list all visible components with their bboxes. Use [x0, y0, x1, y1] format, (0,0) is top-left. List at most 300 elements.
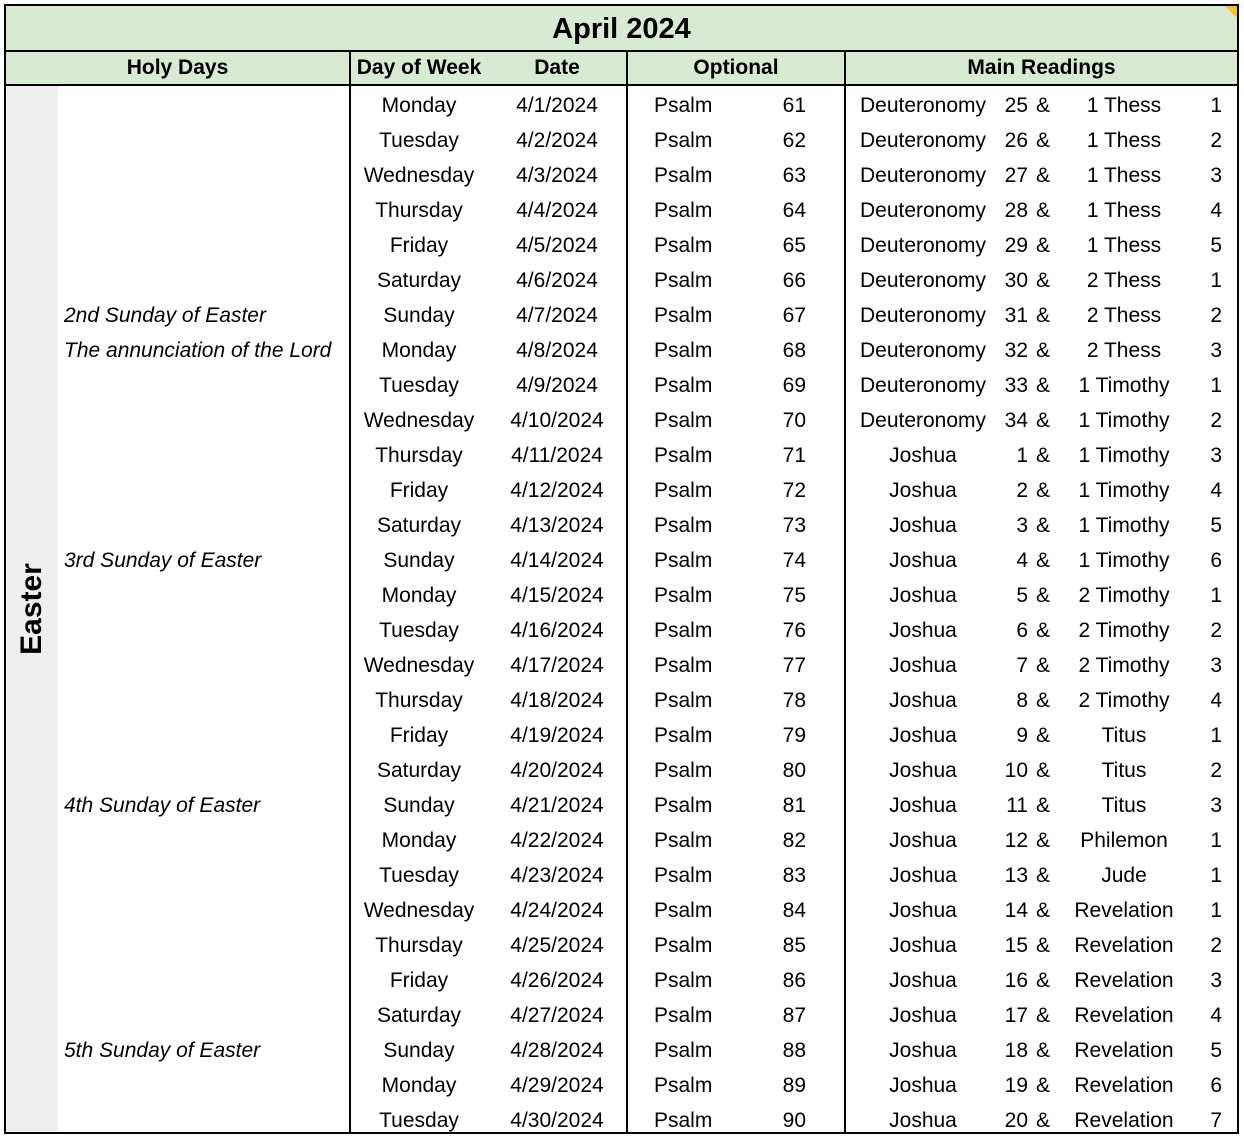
ampersand-cell[interactable]: &: [1036, 409, 1051, 432]
ampersand-cell[interactable]: &: [1036, 759, 1051, 782]
reading-chapter-cell[interactable]: 31: [1004, 304, 1028, 327]
date-cell[interactable]: 4/18/2024: [510, 689, 604, 712]
reading-book-cell[interactable]: Deuteronomy: [859, 129, 987, 152]
date-cell[interactable]: 4/10/2024: [510, 409, 604, 432]
second-reading-book-cell[interactable]: 1 Timothy: [1078, 549, 1170, 572]
optional-chapter-cell[interactable]: 77: [782, 654, 806, 677]
second-reading-chapter-cell[interactable]: 2: [1210, 619, 1222, 642]
date-cell[interactable]: 4/28/2024: [510, 1039, 604, 1062]
ampersand-cell[interactable]: &: [1036, 269, 1051, 292]
day-of-week-cell[interactable]: Sunday: [383, 549, 455, 572]
date-cell[interactable]: 4/13/2024: [510, 514, 604, 537]
reading-chapter-cell[interactable]: 20: [1004, 1109, 1028, 1132]
second-reading-chapter-cell[interactable]: 1: [1210, 94, 1222, 117]
date-cell[interactable]: 4/3/2024: [516, 164, 598, 187]
reading-book-cell[interactable]: Joshua: [889, 864, 957, 887]
optional-chapter-cell[interactable]: 82: [782, 829, 806, 852]
optional-book-cell[interactable]: Psalm: [654, 899, 713, 922]
optional-book-cell[interactable]: Psalm: [654, 829, 713, 852]
optional-book-cell[interactable]: Psalm: [654, 689, 713, 712]
reading-book-cell[interactable]: Deuteronomy: [859, 199, 987, 222]
holy-day-cell[interactable]: The annunciation of the Lord: [64, 339, 332, 362]
optional-chapter-cell[interactable]: 64: [782, 199, 806, 222]
date-cell[interactable]: 4/14/2024: [510, 549, 604, 572]
optional-chapter-cell[interactable]: 83: [782, 864, 806, 887]
second-reading-chapter-cell[interactable]: 7: [1210, 1109, 1222, 1132]
reading-book-cell[interactable]: Joshua: [889, 479, 957, 502]
reading-plan-table: [4, 4, 1239, 1134]
reading-chapter-cell[interactable]: 9: [1016, 724, 1028, 747]
optional-chapter-cell[interactable]: 70: [782, 409, 806, 432]
header-main-readings[interactable]: Main Readings: [967, 56, 1116, 79]
optional-chapter-cell[interactable]: 78: [782, 689, 806, 712]
day-of-week-cell[interactable]: Saturday: [376, 514, 462, 537]
second-reading-book-cell[interactable]: Jude: [1101, 864, 1147, 887]
table-row: [6, 823, 1237, 858]
reading-book-cell[interactable]: Joshua: [889, 829, 957, 852]
optional-chapter-cell[interactable]: 81: [782, 794, 806, 817]
second-reading-chapter-cell[interactable]: 1: [1210, 374, 1222, 397]
second-reading-book-cell[interactable]: Revelation: [1074, 1074, 1174, 1097]
reading-chapter-cell[interactable]: 11: [1006, 794, 1028, 817]
reading-chapter-cell[interactable]: 16: [1004, 969, 1028, 992]
optional-chapter-cell[interactable]: 79: [782, 724, 806, 747]
date-cell[interactable]: 4/11/2024: [511, 444, 603, 467]
reading-book-cell[interactable]: Joshua: [889, 619, 957, 642]
optional-chapter-cell[interactable]: 88: [782, 1039, 806, 1062]
optional-book-cell[interactable]: Psalm: [654, 304, 713, 327]
second-reading-chapter-cell[interactable]: 3: [1210, 444, 1222, 467]
reading-chapter-cell[interactable]: 32: [1004, 339, 1028, 362]
reading-chapter-cell[interactable]: 17: [1004, 1004, 1028, 1027]
reading-book-cell[interactable]: Joshua: [889, 549, 957, 572]
column-divider: [349, 52, 351, 1132]
optional-chapter-cell[interactable]: 85: [782, 934, 806, 957]
optional-chapter-cell[interactable]: 71: [782, 444, 806, 467]
table-row: [6, 753, 1237, 788]
second-reading-book-cell[interactable]: 1 Thess: [1086, 94, 1162, 117]
reading-book-cell[interactable]: Joshua: [889, 969, 957, 992]
date-cell[interactable]: 4/6/2024: [516, 269, 598, 292]
reading-chapter-cell[interactable]: 28: [1004, 199, 1028, 222]
comment-indicator[interactable]: [1225, 6, 1237, 18]
ampersand-cell[interactable]: &: [1036, 864, 1051, 887]
ampersand-cell[interactable]: &: [1036, 829, 1051, 852]
optional-book-cell[interactable]: Psalm: [654, 934, 713, 957]
optional-chapter-cell[interactable]: 73: [782, 514, 806, 537]
optional-chapter-cell[interactable]: 89: [782, 1074, 806, 1097]
reading-chapter-cell[interactable]: 34: [1004, 409, 1028, 432]
reading-book-cell[interactable]: Joshua: [889, 794, 957, 817]
second-reading-chapter-cell[interactable]: 3: [1210, 164, 1222, 187]
second-reading-chapter-cell[interactable]: 5: [1210, 234, 1222, 257]
second-reading-book-cell[interactable]: Revelation: [1074, 969, 1174, 992]
reading-chapter-cell[interactable]: 6: [1016, 619, 1028, 642]
date-cell[interactable]: 4/8/2024: [516, 339, 598, 362]
second-reading-chapter-cell[interactable]: 2: [1210, 759, 1222, 782]
day-of-week-cell[interactable]: Thursday: [375, 444, 463, 467]
second-reading-chapter-cell[interactable]: 1: [1210, 829, 1222, 852]
reading-book-cell[interactable]: Joshua: [889, 759, 957, 782]
holy-day-cell[interactable]: 3rd Sunday of Easter: [64, 549, 262, 572]
ampersand-cell[interactable]: &: [1036, 304, 1051, 327]
date-cell[interactable]: 4/16/2024: [510, 619, 604, 642]
optional-chapter-cell[interactable]: 61: [782, 94, 806, 117]
optional-chapter-cell[interactable]: 84: [782, 899, 806, 922]
reading-book-cell[interactable]: Joshua: [889, 444, 957, 467]
optional-chapter-cell[interactable]: 67: [782, 304, 806, 327]
header-day-of-week[interactable]: Day of Week: [356, 56, 482, 79]
ampersand-cell[interactable]: &: [1036, 934, 1051, 957]
ampersand-cell[interactable]: &: [1036, 199, 1051, 222]
date-cell[interactable]: 4/29/2024: [510, 1074, 604, 1097]
optional-book-cell[interactable]: Psalm: [654, 1039, 713, 1062]
holy-day-cell[interactable]: 4th Sunday of Easter: [64, 794, 261, 817]
date-cell[interactable]: 4/27/2024: [510, 1004, 604, 1027]
date-cell[interactable]: 4/22/2024: [510, 829, 604, 852]
table-row: [6, 333, 1237, 368]
table-row: [6, 718, 1237, 753]
second-reading-chapter-cell[interactable]: 6: [1210, 549, 1222, 572]
second-reading-book-cell[interactable]: 1 Timothy: [1078, 444, 1170, 467]
reading-chapter-cell[interactable]: 13: [1004, 864, 1028, 887]
second-reading-book-cell[interactable]: Revelation: [1074, 1004, 1174, 1027]
optional-chapter-cell[interactable]: 87: [782, 1004, 806, 1027]
optional-book-cell[interactable]: Psalm: [654, 794, 713, 817]
reading-chapter-cell[interactable]: 33: [1004, 374, 1028, 397]
second-reading-chapter-cell[interactable]: 4: [1210, 199, 1222, 222]
second-reading-book-cell[interactable]: Titus: [1101, 794, 1147, 817]
optional-book-cell[interactable]: Psalm: [654, 759, 713, 782]
reading-book-cell[interactable]: Deuteronomy: [859, 234, 987, 257]
optional-book-cell[interactable]: Psalm: [654, 269, 713, 292]
column-divider: [626, 52, 628, 1132]
second-reading-book-cell[interactable]: 2 Thess: [1086, 339, 1162, 362]
ampersand-cell[interactable]: &: [1036, 444, 1051, 467]
ampersand-cell[interactable]: &: [1036, 794, 1051, 817]
day-of-week-cell[interactable]: Wednesday: [363, 899, 475, 922]
optional-chapter-cell[interactable]: 76: [782, 619, 806, 642]
optional-book-cell[interactable]: Psalm: [654, 409, 713, 432]
day-of-week-cell[interactable]: Friday: [389, 969, 449, 992]
table-row: [6, 1068, 1237, 1103]
ampersand-cell[interactable]: &: [1036, 549, 1051, 572]
optional-book-cell[interactable]: Psalm: [654, 444, 713, 467]
ampersand-cell[interactable]: &: [1036, 654, 1051, 677]
second-reading-chapter-cell[interactable]: 1: [1210, 864, 1222, 887]
optional-chapter-cell[interactable]: 62: [782, 129, 806, 152]
second-reading-book-cell[interactable]: 2 Timothy: [1078, 654, 1170, 677]
day-of-week-cell[interactable]: Tuesday: [379, 374, 459, 397]
second-reading-book-cell[interactable]: Titus: [1101, 724, 1147, 747]
second-reading-book-cell[interactable]: 2 Thess: [1086, 269, 1162, 292]
optional-chapter-cell[interactable]: 86: [782, 969, 806, 992]
ampersand-cell[interactable]: &: [1036, 514, 1051, 537]
reading-chapter-cell[interactable]: 8: [1016, 689, 1028, 712]
column-divider: [844, 52, 846, 1132]
reading-chapter-cell[interactable]: 19: [1004, 1074, 1028, 1097]
optional-chapter-cell[interactable]: 75: [782, 584, 806, 607]
second-reading-chapter-cell[interactable]: 5: [1210, 1039, 1222, 1062]
second-reading-chapter-cell[interactable]: 2: [1210, 934, 1222, 957]
table-row: [6, 648, 1237, 683]
day-of-week-cell[interactable]: Wednesday: [363, 654, 475, 677]
reading-book-cell[interactable]: Deuteronomy: [859, 374, 987, 397]
second-reading-book-cell[interactable]: 1 Timothy: [1078, 409, 1170, 432]
date-cell[interactable]: 4/23/2024: [510, 864, 604, 887]
ampersand-cell[interactable]: &: [1036, 1109, 1051, 1132]
reading-book-cell[interactable]: Joshua: [889, 1109, 957, 1132]
second-reading-chapter-cell[interactable]: 3: [1210, 339, 1222, 362]
day-of-week-cell[interactable]: Thursday: [375, 689, 463, 712]
ampersand-cell[interactable]: &: [1036, 724, 1051, 747]
optional-chapter-cell[interactable]: 72: [782, 479, 806, 502]
day-of-week-cell[interactable]: Monday: [381, 829, 457, 852]
ampersand-cell[interactable]: &: [1036, 969, 1051, 992]
optional-book-cell[interactable]: Psalm: [654, 129, 713, 152]
reading-book-cell[interactable]: Joshua: [889, 1074, 957, 1097]
day-of-week-cell[interactable]: Wednesday: [363, 164, 475, 187]
holy-day-cell[interactable]: 2nd Sunday of Easter: [64, 304, 266, 327]
reading-book-cell[interactable]: Joshua: [889, 689, 957, 712]
day-of-week-cell[interactable]: Tuesday: [379, 619, 459, 642]
reading-book-cell[interactable]: Joshua: [889, 899, 957, 922]
day-of-week-cell[interactable]: Saturday: [376, 269, 462, 292]
reading-book-cell[interactable]: Deuteronomy: [859, 94, 987, 117]
optional-book-cell[interactable]: Psalm: [654, 164, 713, 187]
date-cell[interactable]: 4/1/2024: [516, 94, 598, 117]
optional-book-cell[interactable]: Psalm: [654, 199, 713, 222]
second-reading-chapter-cell[interactable]: 6: [1210, 1074, 1222, 1097]
holy-day-cell[interactable]: 5th Sunday of Easter: [64, 1039, 261, 1062]
second-reading-book-cell[interactable]: Revelation: [1074, 899, 1174, 922]
reading-book-cell[interactable]: Deuteronomy: [859, 339, 987, 362]
header-date[interactable]: Date: [534, 56, 580, 79]
reading-book-cell[interactable]: Joshua: [889, 654, 957, 677]
second-reading-book-cell[interactable]: Revelation: [1074, 1109, 1174, 1132]
optional-chapter-cell[interactable]: 74: [782, 549, 806, 572]
reading-chapter-cell[interactable]: 25: [1004, 94, 1028, 117]
table-row: [6, 473, 1237, 508]
date-cell[interactable]: 4/7/2024: [516, 304, 598, 327]
date-cell[interactable]: 4/12/2024: [510, 479, 604, 502]
day-of-week-cell[interactable]: Friday: [389, 479, 449, 502]
second-reading-chapter-cell[interactable]: 3: [1210, 654, 1222, 677]
ampersand-cell[interactable]: &: [1036, 129, 1051, 152]
reading-book-cell[interactable]: Deuteronomy: [859, 269, 987, 292]
ampersand-cell[interactable]: &: [1036, 1074, 1051, 1097]
date-cell[interactable]: 4/30/2024: [510, 1109, 604, 1132]
reading-chapter-cell[interactable]: 3: [1016, 514, 1028, 537]
ampersand-cell[interactable]: &: [1036, 479, 1051, 502]
second-reading-chapter-cell[interactable]: 3: [1210, 969, 1222, 992]
ampersand-cell[interactable]: &: [1036, 1039, 1051, 1062]
reading-chapter-cell[interactable]: 15: [1004, 934, 1028, 957]
second-reading-book-cell[interactable]: 2 Timothy: [1078, 584, 1170, 607]
reading-book-cell[interactable]: Deuteronomy: [859, 409, 987, 432]
ampersand-cell[interactable]: &: [1036, 1004, 1051, 1027]
reading-chapter-cell[interactable]: 10: [1004, 759, 1028, 782]
optional-book-cell[interactable]: Psalm: [654, 549, 713, 572]
date-cell[interactable]: 4/9/2024: [516, 374, 598, 397]
optional-book-cell[interactable]: Psalm: [654, 234, 713, 257]
second-reading-book-cell[interactable]: 2 Timothy: [1078, 619, 1170, 642]
reading-chapter-cell[interactable]: 27: [1004, 164, 1028, 187]
optional-book-cell[interactable]: Psalm: [654, 1109, 713, 1132]
reading-book-cell[interactable]: Deuteronomy: [859, 164, 987, 187]
optional-book-cell[interactable]: Psalm: [654, 654, 713, 677]
second-reading-chapter-cell[interactable]: 1: [1210, 724, 1222, 747]
second-reading-chapter-cell[interactable]: 1: [1210, 269, 1222, 292]
ampersand-cell[interactable]: &: [1036, 689, 1051, 712]
day-of-week-cell[interactable]: Monday: [381, 584, 457, 607]
date-cell[interactable]: 4/5/2024: [516, 234, 598, 257]
second-reading-chapter-cell[interactable]: 4: [1210, 689, 1222, 712]
table-row: [6, 438, 1237, 473]
day-of-week-cell[interactable]: Friday: [389, 724, 449, 747]
day-of-week-cell[interactable]: Friday: [389, 234, 449, 257]
second-reading-book-cell[interactable]: 2 Thess: [1086, 304, 1162, 327]
second-reading-book-cell[interactable]: Revelation: [1074, 1039, 1174, 1062]
optional-book-cell[interactable]: Psalm: [654, 94, 713, 117]
reading-chapter-cell[interactable]: 14: [1004, 899, 1028, 922]
header-holy-days[interactable]: Holy Days: [126, 56, 229, 79]
optional-book-cell[interactable]: Psalm: [654, 479, 713, 502]
second-reading-chapter-cell[interactable]: 1: [1210, 584, 1222, 607]
reading-book-cell[interactable]: Joshua: [889, 724, 957, 747]
ampersand-cell[interactable]: &: [1036, 94, 1051, 117]
second-reading-book-cell[interactable]: 1 Thess: [1086, 234, 1162, 257]
second-reading-book-cell[interactable]: Philemon: [1080, 829, 1168, 852]
reading-book-cell[interactable]: Deuteronomy: [859, 304, 987, 327]
reading-book-cell[interactable]: Joshua: [889, 1039, 957, 1062]
reading-chapter-cell[interactable]: 5: [1016, 584, 1028, 607]
table-row: [6, 543, 1237, 578]
reading-chapter-cell[interactable]: 4: [1016, 549, 1028, 572]
date-cell[interactable]: 4/24/2024: [510, 899, 604, 922]
day-of-week-cell[interactable]: Tuesday: [379, 1109, 459, 1132]
table-title[interactable]: April 2024: [6, 6, 1237, 52]
second-reading-chapter-cell[interactable]: 2: [1210, 304, 1222, 327]
day-of-week-cell[interactable]: Tuesday: [379, 129, 459, 152]
date-cell[interactable]: 4/20/2024: [510, 759, 604, 782]
second-reading-book-cell[interactable]: Revelation: [1074, 934, 1174, 957]
day-of-week-cell[interactable]: Tuesday: [379, 864, 459, 887]
header-optional[interactable]: Optional: [693, 56, 779, 79]
second-reading-chapter-cell[interactable]: 1: [1210, 899, 1222, 922]
optional-book-cell[interactable]: Psalm: [654, 339, 713, 362]
optional-book-cell[interactable]: Psalm: [654, 374, 713, 397]
date-cell[interactable]: 4/26/2024: [510, 969, 604, 992]
optional-chapter-cell[interactable]: 68: [782, 339, 806, 362]
second-reading-book-cell[interactable]: 2 Timothy: [1078, 689, 1170, 712]
reading-chapter-cell[interactable]: 29: [1004, 234, 1028, 257]
day-of-week-cell[interactable]: Monday: [381, 1074, 457, 1097]
optional-chapter-cell[interactable]: 63: [782, 164, 806, 187]
date-cell[interactable]: 4/25/2024: [510, 934, 604, 957]
reading-chapter-cell[interactable]: 7: [1016, 654, 1028, 677]
table-row: [6, 788, 1237, 823]
ampersand-cell[interactable]: &: [1036, 584, 1051, 607]
reading-book-cell[interactable]: Joshua: [889, 514, 957, 537]
optional-chapter-cell[interactable]: 90: [782, 1109, 806, 1132]
day-of-week-cell[interactable]: Saturday: [376, 1004, 462, 1027]
second-reading-chapter-cell[interactable]: 4: [1210, 479, 1222, 502]
second-reading-chapter-cell[interactable]: 2: [1210, 409, 1222, 432]
day-of-week-cell[interactable]: Sunday: [383, 794, 455, 817]
date-cell[interactable]: 4/17/2024: [510, 654, 604, 677]
table-row: [6, 368, 1237, 403]
reading-book-cell[interactable]: Joshua: [889, 934, 957, 957]
reading-chapter-cell[interactable]: 12: [1004, 829, 1028, 852]
reading-book-cell[interactable]: Joshua: [889, 1004, 957, 1027]
day-of-week-cell[interactable]: Sunday: [383, 304, 455, 327]
optional-book-cell[interactable]: Psalm: [654, 724, 713, 747]
optional-chapter-cell[interactable]: 80: [782, 759, 806, 782]
optional-chapter-cell[interactable]: 69: [782, 374, 806, 397]
reading-chapter-cell[interactable]: 26: [1004, 129, 1028, 152]
date-cell[interactable]: 4/15/2024: [510, 584, 604, 607]
date-cell[interactable]: 4/21/2024: [510, 794, 604, 817]
ampersand-cell[interactable]: &: [1036, 619, 1051, 642]
optional-book-cell[interactable]: Psalm: [654, 969, 713, 992]
optional-chapter-cell[interactable]: 65: [782, 234, 806, 257]
day-of-week-cell[interactable]: Sunday: [383, 1039, 455, 1062]
second-reading-book-cell[interactable]: 1 Thess: [1086, 129, 1162, 152]
optional-book-cell[interactable]: Psalm: [654, 864, 713, 887]
optional-book-cell[interactable]: Psalm: [654, 1004, 713, 1027]
day-of-week-cell[interactable]: Thursday: [375, 199, 463, 222]
ampersand-cell[interactable]: &: [1036, 374, 1051, 397]
day-of-week-cell[interactable]: Monday: [381, 94, 457, 117]
optional-book-cell[interactable]: Psalm: [654, 584, 713, 607]
ampersand-cell[interactable]: &: [1036, 234, 1051, 257]
second-reading-chapter-cell[interactable]: 5: [1210, 514, 1222, 537]
reading-book-cell[interactable]: Joshua: [889, 584, 957, 607]
reading-chapter-cell[interactable]: 1: [1016, 444, 1028, 467]
ampersand-cell[interactable]: &: [1036, 339, 1051, 362]
day-of-week-cell[interactable]: Thursday: [375, 934, 463, 957]
second-reading-chapter-cell[interactable]: 3: [1210, 794, 1222, 817]
ampersand-cell[interactable]: &: [1036, 164, 1051, 187]
reading-chapter-cell[interactable]: 2: [1016, 479, 1028, 502]
second-reading-book-cell[interactable]: 1 Timothy: [1078, 514, 1170, 537]
second-reading-book-cell[interactable]: 1 Timothy: [1078, 374, 1170, 397]
optional-book-cell[interactable]: Psalm: [654, 514, 713, 537]
ampersand-cell[interactable]: &: [1036, 899, 1051, 922]
second-reading-book-cell[interactable]: 1 Thess: [1086, 164, 1162, 187]
second-reading-book-cell[interactable]: 1 Thess: [1086, 199, 1162, 222]
optional-book-cell[interactable]: Psalm: [654, 1074, 713, 1097]
table-row: [6, 858, 1237, 893]
day-of-week-cell[interactable]: Wednesday: [363, 409, 475, 432]
reading-chapter-cell[interactable]: 30: [1004, 269, 1028, 292]
optional-book-cell[interactable]: Psalm: [654, 619, 713, 642]
second-reading-chapter-cell[interactable]: 4: [1210, 1004, 1222, 1027]
day-of-week-cell[interactable]: Monday: [381, 339, 457, 362]
second-reading-book-cell[interactable]: Titus: [1101, 759, 1147, 782]
table-row: [6, 683, 1237, 718]
second-reading-chapter-cell[interactable]: 2: [1210, 129, 1222, 152]
second-reading-book-cell[interactable]: 1 Timothy: [1078, 479, 1170, 502]
date-cell[interactable]: 4/19/2024: [510, 724, 604, 747]
table-row: [6, 1103, 1237, 1138]
reading-chapter-cell[interactable]: 18: [1004, 1039, 1028, 1062]
date-cell[interactable]: 4/2/2024: [516, 129, 598, 152]
optional-chapter-cell[interactable]: 66: [782, 269, 806, 292]
day-of-week-cell[interactable]: Saturday: [376, 759, 462, 782]
date-cell[interactable]: 4/4/2024: [516, 199, 598, 222]
